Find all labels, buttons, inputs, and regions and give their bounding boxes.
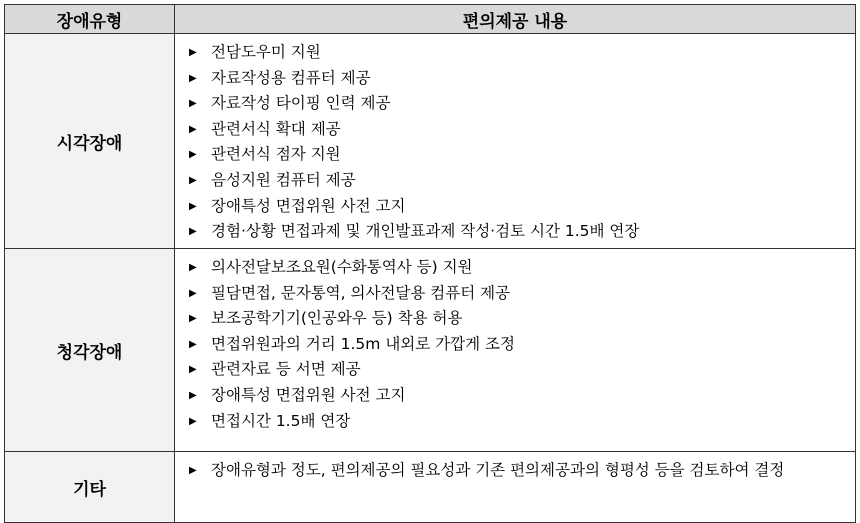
content-visual: [175, 34, 856, 249]
list-item: ▶ 장애특성 면접위원 사전 고지: [189, 194, 855, 220]
header-content: 편의제공 내용: [175, 5, 856, 34]
disability-type-visual: 시각장애: [5, 34, 175, 249]
content-other: [175, 452, 856, 523]
item-list: [189, 40, 855, 245]
list-item: ▶ 관련자료 등 서면 제공: [189, 357, 855, 383]
triangle-bullet-icon: [189, 383, 197, 409]
table-row-other: [5, 452, 856, 523]
header-type: 장애유형: [5, 5, 175, 34]
triangle-bullet-icon: [189, 357, 197, 383]
list-item: ▶ 장애특성 면접위원 사전 고지: [189, 383, 855, 409]
list-item: ▶ 자료작성용 컴퓨터 제공: [189, 66, 855, 92]
list-item: ▶ 경험·상황 면접과제 및 개인발표과제 작성·검토 시간 1.5배 연장: [189, 219, 855, 245]
triangle-bullet-icon: [189, 281, 197, 307]
table-row-hearing: [5, 249, 856, 452]
header-row: [5, 5, 856, 34]
accommodation-table: [4, 4, 856, 523]
triangle-bullet-icon: [189, 142, 197, 168]
triangle-bullet-icon: [189, 168, 197, 194]
triangle-bullet-icon: [189, 117, 197, 143]
triangle-bullet-icon: [189, 91, 197, 117]
triangle-bullet-icon: [189, 332, 197, 358]
item-list: [189, 255, 855, 434]
triangle-bullet-icon: [189, 306, 197, 332]
accommodation-table-container: [4, 4, 855, 523]
disability-type-hearing: 청각장애: [5, 249, 175, 452]
list-item: ▶ 면접시간 1.5배 연장: [189, 409, 855, 435]
list-item: ▶ 관련서식 점자 지원: [189, 142, 855, 168]
table-row-visual: [5, 34, 856, 249]
list-item: ▶ 장애유형과 정도, 편의제공의 필요성과 기존 편의제공과의 형평성 등을 검토하여 결정: [189, 458, 855, 484]
triangle-bullet-icon: [189, 66, 197, 92]
triangle-bullet-icon: [189, 255, 197, 281]
triangle-bullet-icon: [189, 40, 197, 66]
disability-type-other: 기타: [5, 452, 175, 523]
list-item: ▶ 음성지원 컴퓨터 제공: [189, 168, 855, 194]
triangle-bullet-icon: [189, 458, 197, 484]
content-hearing: [175, 249, 856, 452]
triangle-bullet-icon: [189, 219, 197, 245]
list-item: ▶ 자료작성 타이핑 인력 제공: [189, 91, 855, 117]
list-item: ▶ 보조공학기기(인공와우 등) 착용 허용: [189, 306, 855, 332]
item-list: [189, 458, 855, 484]
list-item: ▶ 필담면접, 문자통역, 의사전달용 컴퓨터 제공: [189, 281, 855, 307]
triangle-bullet-icon: [189, 194, 197, 220]
list-item: ▶ 의사전달보조요원(수화통역사 등) 지원: [189, 255, 855, 281]
triangle-bullet-icon: [189, 409, 197, 435]
list-item: ▶ 면접위원과의 거리 1.5m 내외로 가깝게 조정: [189, 332, 855, 358]
list-item: ▶ 관련서식 확대 제공: [189, 117, 855, 143]
list-item: ▶ 전담도우미 지원: [189, 40, 855, 66]
